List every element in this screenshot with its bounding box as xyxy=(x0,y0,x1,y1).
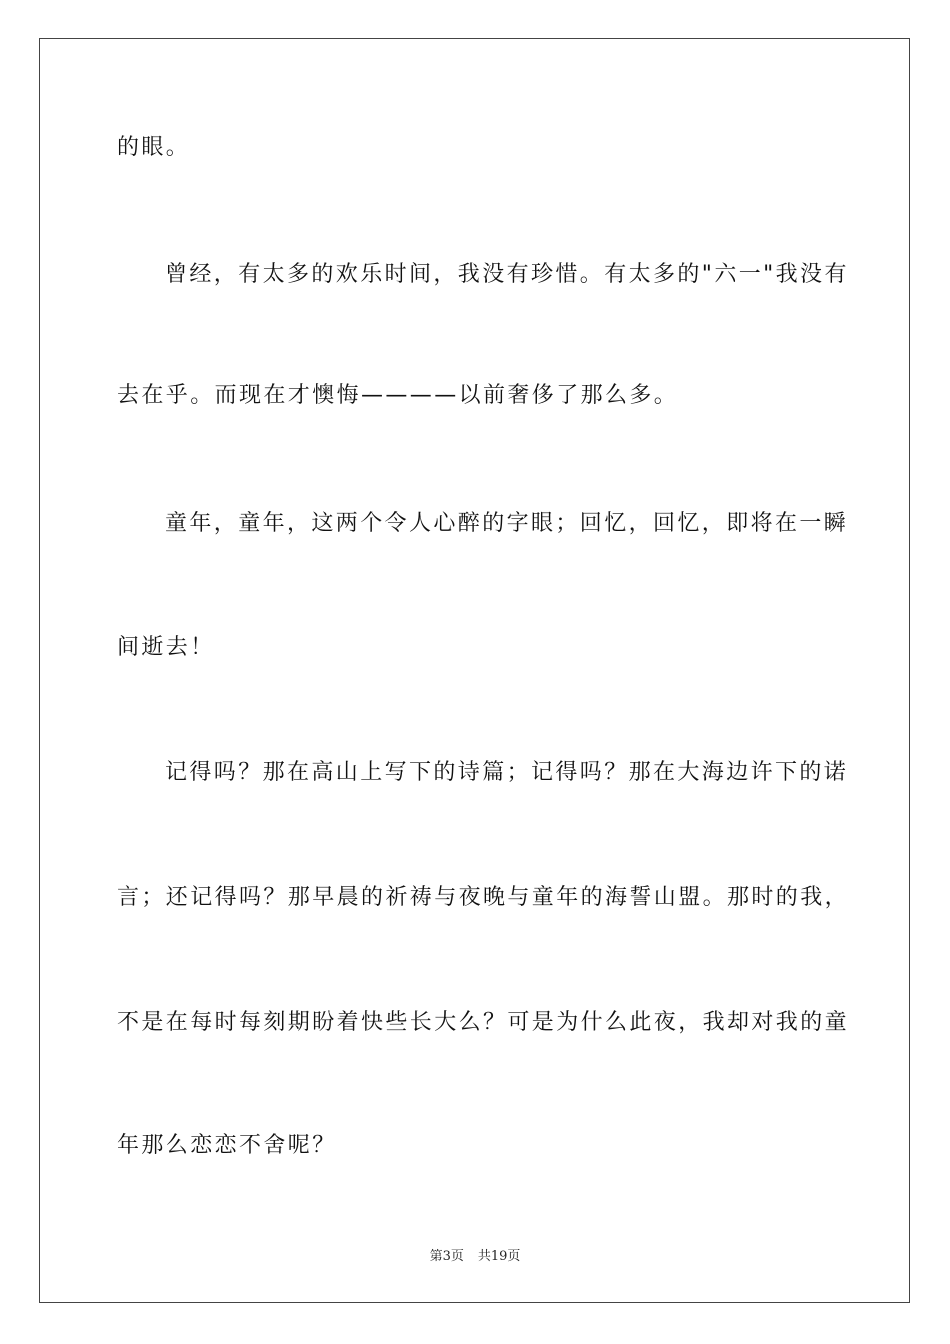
text-line: 间逝去！ xyxy=(117,635,215,660)
paragraph-first-line: 记得吗？那在高山上写下的诗篇；记得吗？那在大海边许下的诺 xyxy=(165,760,849,785)
page-border xyxy=(39,38,910,1303)
paragraph-first-line: 曾经，有太多的欢乐时间，我没有珍惜。有太多的"六一"我没有 xyxy=(165,262,849,287)
page-number: 第3页 xyxy=(429,1249,464,1264)
page-footer xyxy=(0,1248,950,1266)
text-line: 的眼。 xyxy=(117,135,191,160)
text-line: 言；还记得吗？那早晨的祈祷与夜晚与童年的海誓山盟。那时的我， xyxy=(117,885,850,910)
page-total: 共19页 xyxy=(477,1249,521,1264)
text-line: 年那么恋恋不舍呢？ xyxy=(117,1133,337,1158)
text-line: 去在乎。而现在才懊悔————以前奢侈了那么多。 xyxy=(117,383,679,408)
text-line: 不是在每时每刻期盼着快些长大么？可是为什么此夜，我却对我的童 xyxy=(117,1010,850,1035)
paragraph-first-line: 童年，童年，这两个令人心醉的字眼；回忆，回忆，即将在一瞬 xyxy=(165,511,849,536)
